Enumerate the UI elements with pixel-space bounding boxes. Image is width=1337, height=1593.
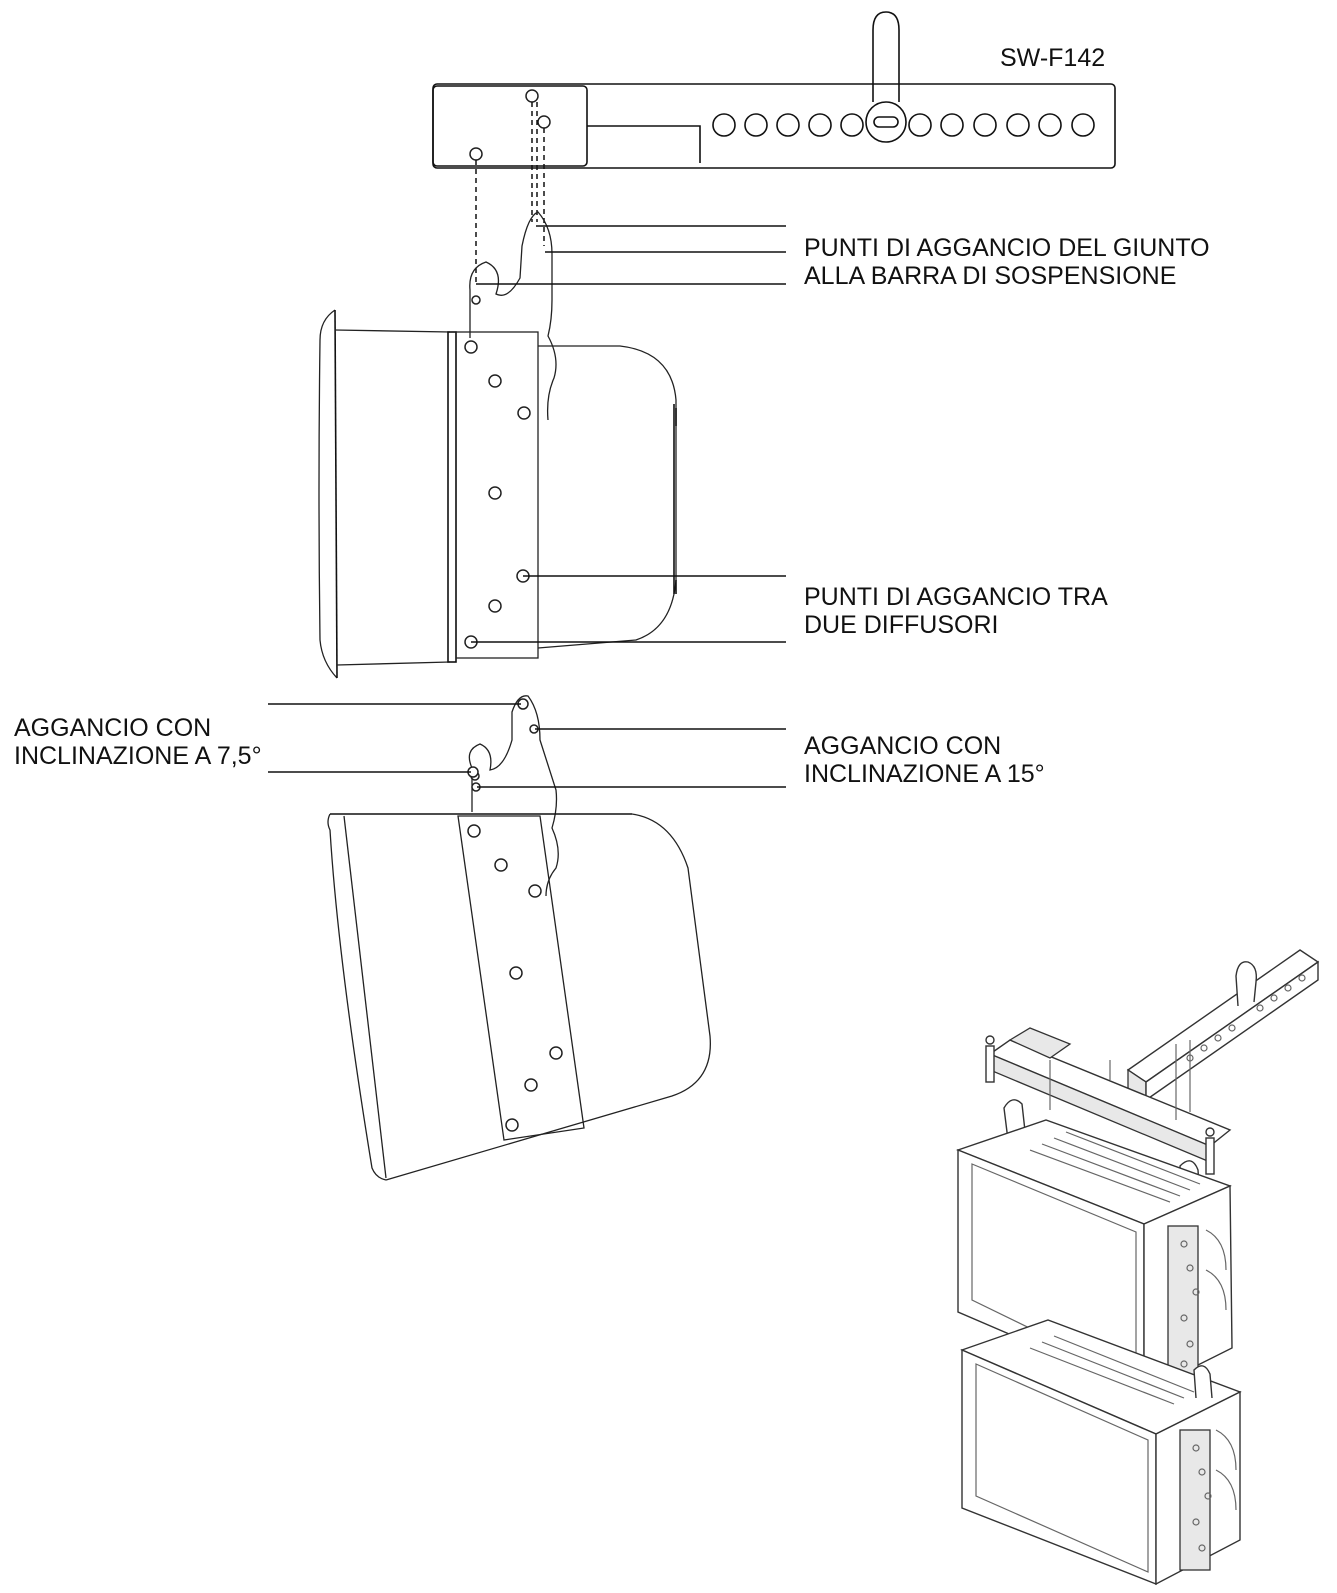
model-label: SW-F142	[1000, 44, 1106, 72]
speaker-points-label-1: PUNTI DI AGGANCIO TRA	[804, 583, 1108, 611]
angle-15-label-1: AGGANCIO CON	[804, 732, 1002, 760]
bar-points-label-2: ALLA BARRA DI SOSPENSIONE	[804, 262, 1177, 290]
angle-7-5-label-1: AGGANCIO CON	[14, 714, 212, 742]
bar-points-label-1: PUNTI DI AGGANCIO DEL GIUNTO	[804, 234, 1210, 262]
angle-7-5-label-2: INCLINAZIONE A 7,5°	[14, 742, 262, 770]
suspension-bar	[433, 12, 1115, 168]
speaker-points-label-2: DUE DIFFUSORI	[804, 611, 999, 639]
lifting-shackle	[866, 12, 906, 142]
lower-speaker	[328, 696, 710, 1180]
assembled-array-illustration	[958, 950, 1318, 1584]
alignment-lines	[476, 102, 544, 285]
angle-15-label-2: INCLINAZIONE A 15°	[804, 760, 1045, 788]
upper-speaker	[319, 212, 676, 678]
